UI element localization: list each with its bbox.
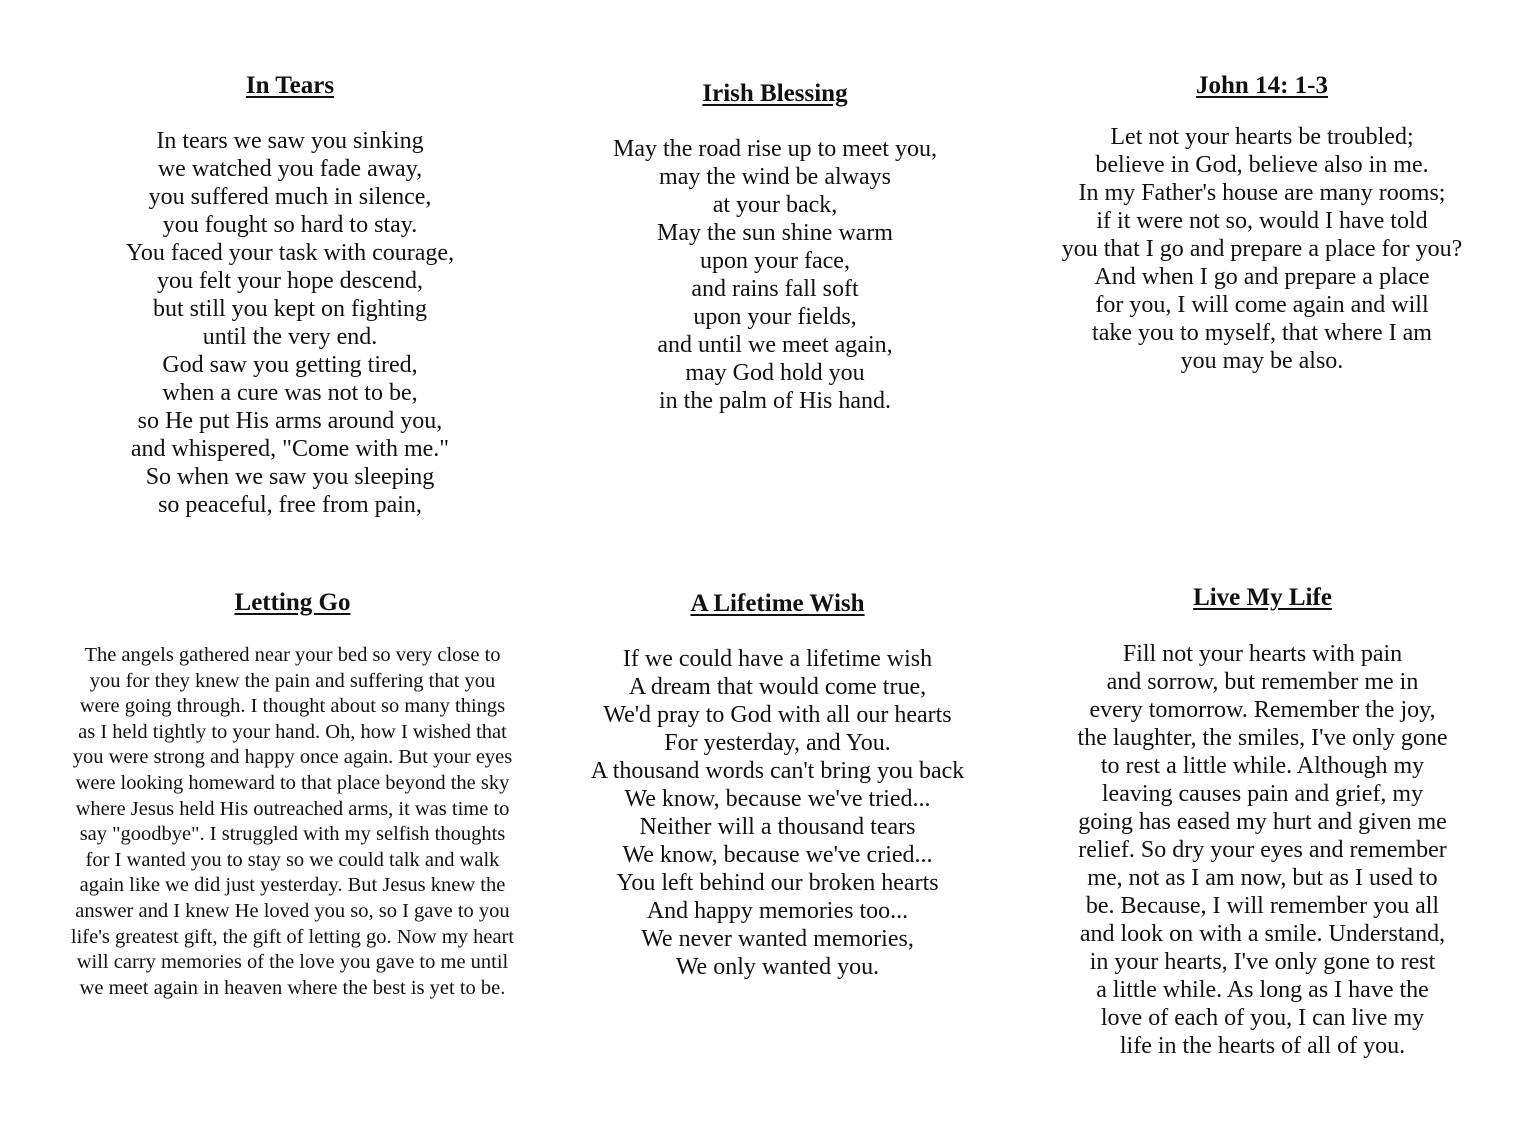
poem-line: for I wanted you to stay so we could talk and walk bbox=[85, 848, 500, 871]
poem-line: be. Because, I will remember you all bbox=[1085, 893, 1440, 919]
poem-line: you may be also. bbox=[1180, 348, 1344, 374]
poem-line: a little while. As long as I have the bbox=[1096, 977, 1429, 1003]
poem-line: upon your fields, bbox=[693, 304, 857, 330]
poem-title: Live My Life bbox=[1193, 584, 1332, 611]
poem-body bbox=[1055, 640, 1470, 1060]
poem-body bbox=[575, 135, 975, 415]
poem-line: A dream that would come true, bbox=[628, 674, 927, 700]
poem-line: were looking homeward to that place beyond the sky bbox=[75, 771, 510, 794]
poem-line: we watched you fade away, bbox=[157, 156, 423, 182]
poem-line: Let not your hearts be troubled; bbox=[1110, 124, 1414, 150]
poem-line: take you to myself, that where I am bbox=[1092, 320, 1432, 346]
poem-line: me, not as I am now, but as I used to bbox=[1087, 865, 1438, 891]
poem-john-14 bbox=[1040, 73, 1484, 375]
poem-line: so peaceful, free from pain, bbox=[158, 492, 422, 518]
poem-line: again like we did just yesterday. But Jesus knew the bbox=[79, 874, 506, 897]
poem-line: you suffered much in silence, bbox=[148, 184, 432, 210]
poem-line: you felt your hope descend, bbox=[157, 268, 423, 294]
poem-line: God saw you getting tired, bbox=[162, 352, 418, 378]
poem-line: So when we saw you sleeping bbox=[145, 464, 435, 490]
poem-letting-go bbox=[40, 590, 545, 1001]
poem-line: believe in God, believe also in me. bbox=[1095, 152, 1429, 178]
poem-line: We know, because we've cried... bbox=[622, 842, 933, 868]
poem-body bbox=[40, 643, 545, 1001]
poem-line: when a cure was not to be, bbox=[162, 380, 418, 406]
poem-line: will carry memories of the love you gave to me until bbox=[76, 951, 509, 974]
poem-line: you fought so hard to stay. bbox=[162, 212, 418, 238]
poem-line: but still you kept on fighting bbox=[153, 296, 427, 322]
poem-line: and whispered, "Come with me." bbox=[130, 436, 450, 462]
poem-body bbox=[1040, 123, 1484, 375]
poem-line: in the palm of His hand. bbox=[659, 388, 891, 414]
poem-title: In Tears bbox=[245, 72, 335, 99]
poem-line: answer and I knew He loved you so, so I gave to you bbox=[75, 899, 510, 922]
poem-body bbox=[565, 645, 990, 981]
poem-line: going has eased my hurt and given me bbox=[1078, 809, 1447, 835]
poem-line: A thousand words can't bring you back bbox=[590, 758, 965, 784]
poem-line: You faced your task with courage, bbox=[125, 240, 455, 266]
poem-line: In tears we saw you sinking bbox=[156, 128, 424, 154]
poem-line: say "goodbye". I struggled with my selfish thoughts bbox=[79, 823, 506, 846]
poem-line: leaving causes pain and grief, my bbox=[1101, 781, 1424, 807]
poem-line: And when I go and prepare a place bbox=[1094, 264, 1430, 290]
poem-line: were going through. I thought about so many things bbox=[79, 695, 506, 718]
poem-line: May the sun shine warm bbox=[657, 220, 893, 246]
poem-line: at your back, bbox=[712, 192, 838, 218]
poem-line: relief. So dry your eyes and remember bbox=[1078, 837, 1447, 863]
poem-line: And happy memories too... bbox=[646, 898, 909, 924]
poem-line: life in the hearts of all of you. bbox=[1119, 1033, 1406, 1059]
poem-line: we meet again in heaven where the best is yet to be. bbox=[79, 976, 506, 999]
poem-line: may God hold you bbox=[685, 360, 865, 386]
poem-line: so He put His arms around you, bbox=[137, 408, 443, 434]
poem-line: for you, I will come again and will bbox=[1095, 292, 1429, 318]
poem-line: We only wanted you. bbox=[675, 954, 880, 980]
poem-line: and sorrow, but remember me in bbox=[1106, 669, 1419, 695]
poem-line: In my Father's house are many rooms; bbox=[1078, 180, 1446, 206]
poem-line: you were strong and happy once again. But your eyes bbox=[72, 746, 513, 769]
poem-line: to rest a little while. Although my bbox=[1100, 753, 1425, 779]
poem-line: as I held tightly to your hand. Oh, how I wished that bbox=[78, 720, 507, 743]
poem-a-lifetime-wish bbox=[565, 591, 990, 981]
poem-line: until the very end. bbox=[202, 324, 378, 350]
poem-line: We'd pray to God with all our hearts bbox=[603, 702, 952, 728]
poem-line: life's greatest gift, the gift of letting go. Now my heart bbox=[70, 925, 515, 948]
poem-line: and until we meet again, bbox=[657, 332, 893, 358]
poem-irish-blessing bbox=[575, 81, 975, 415]
poem-line: every tomorrow. Remember the joy, bbox=[1089, 697, 1436, 723]
poem-line: If we could have a lifetime wish bbox=[622, 646, 933, 672]
poem-line: if it were not so, would I have told bbox=[1096, 208, 1428, 234]
poem-line: May the road rise up to meet you, bbox=[613, 136, 937, 162]
poem-line: where Jesus held His outreached arms, it was time to bbox=[75, 797, 510, 820]
poem-line: you that I go and prepare a place for you? bbox=[1061, 236, 1463, 262]
poem-in-tears bbox=[90, 73, 490, 519]
poem-line: you for they knew the pain and suffering that you bbox=[89, 669, 496, 692]
poem-line: the laughter, the smiles, I've only gone bbox=[1077, 725, 1448, 751]
poem-line: in your hearts, I've only gone to rest bbox=[1089, 949, 1436, 975]
poem-line: Fill not your hearts with pain bbox=[1122, 641, 1403, 667]
poem-line: love of each of you, I can live my bbox=[1100, 1005, 1425, 1031]
poem-line: For yesterday, and You. bbox=[664, 730, 891, 756]
poem-title: Irish Blessing bbox=[702, 80, 848, 107]
poem-body bbox=[90, 127, 490, 519]
poem-line: upon your face, bbox=[700, 248, 850, 274]
poem-line: We never wanted memories, bbox=[641, 926, 914, 952]
poem-title: John 14: 1-3 bbox=[1196, 72, 1328, 99]
poem-line: and rains fall soft bbox=[691, 276, 859, 302]
poem-line: You left behind our broken hearts bbox=[616, 870, 939, 896]
poem-line: We know, because we've tried... bbox=[624, 786, 931, 812]
poem-live-my-life bbox=[1055, 585, 1470, 1060]
poem-line: and look on with a smile. Understand, bbox=[1079, 921, 1446, 947]
poem-line: Neither will a thousand tears bbox=[639, 814, 916, 840]
poem-line: The angels gathered near your bed so very close to bbox=[84, 644, 501, 666]
poem-line: may the wind be always bbox=[659, 164, 891, 190]
poem-title: Letting Go bbox=[234, 589, 351, 616]
poem-title: A Lifetime Wish bbox=[690, 590, 865, 617]
